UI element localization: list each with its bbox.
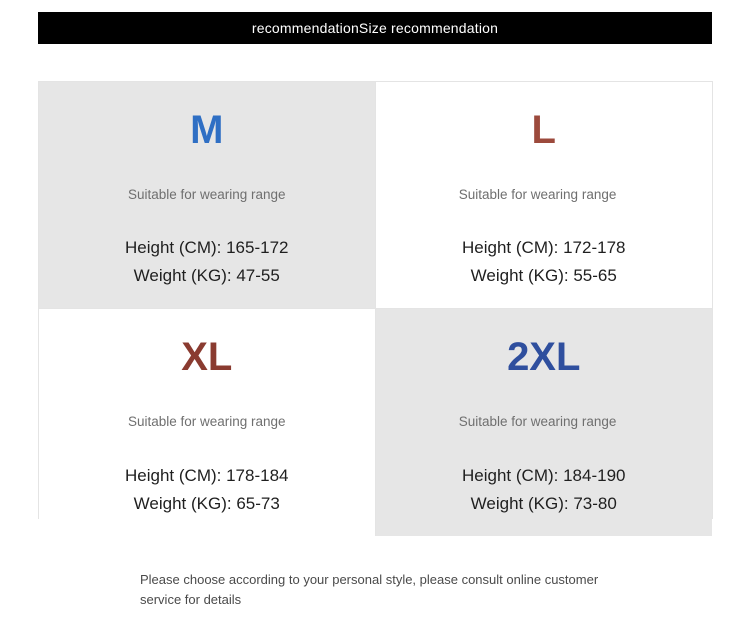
size-label-xl: XL: [181, 335, 233, 380]
range-label-m: Suitable for wearing range: [127, 187, 286, 202]
header-banner: [38, 12, 712, 44]
footer-note: Please choose according to your personal style, please consult online customer service for details: [140, 572, 599, 608]
size-card-xl: [39, 309, 376, 535]
measures-xl: [67, 462, 347, 518]
weight-value-m: Weight (KG): 47-55: [133, 266, 280, 286]
measures-m: [67, 234, 347, 290]
height-value-m: Height (CM): 165-172: [125, 238, 289, 258]
size-card-2xl: [376, 309, 713, 535]
measures-l: [404, 234, 685, 290]
range-label-xl: Suitable for wearing range: [127, 414, 286, 430]
size-label-2xl: 2XL: [507, 335, 581, 380]
size-label-l: L: [531, 108, 556, 152]
weight-value-2xl: Weight (KG): 73-80: [470, 493, 617, 513]
size-card-l: [376, 82, 713, 309]
height-value-2xl: Height (CM): 184-190: [462, 465, 626, 485]
height-value-l: Height (CM): 172-178: [462, 238, 626, 258]
range-label-l: Suitable for wearing range: [458, 187, 617, 202]
measures-2xl: [404, 462, 685, 518]
range-label-2xl: Suitable for wearing range: [458, 414, 617, 430]
weight-value-xl: Weight (KG): 65-73: [133, 493, 280, 513]
size-card-m: [39, 82, 376, 309]
weight-value-l: Weight (KG): 55-65: [470, 266, 617, 286]
size-label-m: M: [190, 108, 224, 152]
page-title: recommendationSize recommendation: [251, 20, 499, 36]
height-value-xl: Height (CM): 178-184: [125, 465, 289, 485]
size-grid: [38, 81, 713, 519]
